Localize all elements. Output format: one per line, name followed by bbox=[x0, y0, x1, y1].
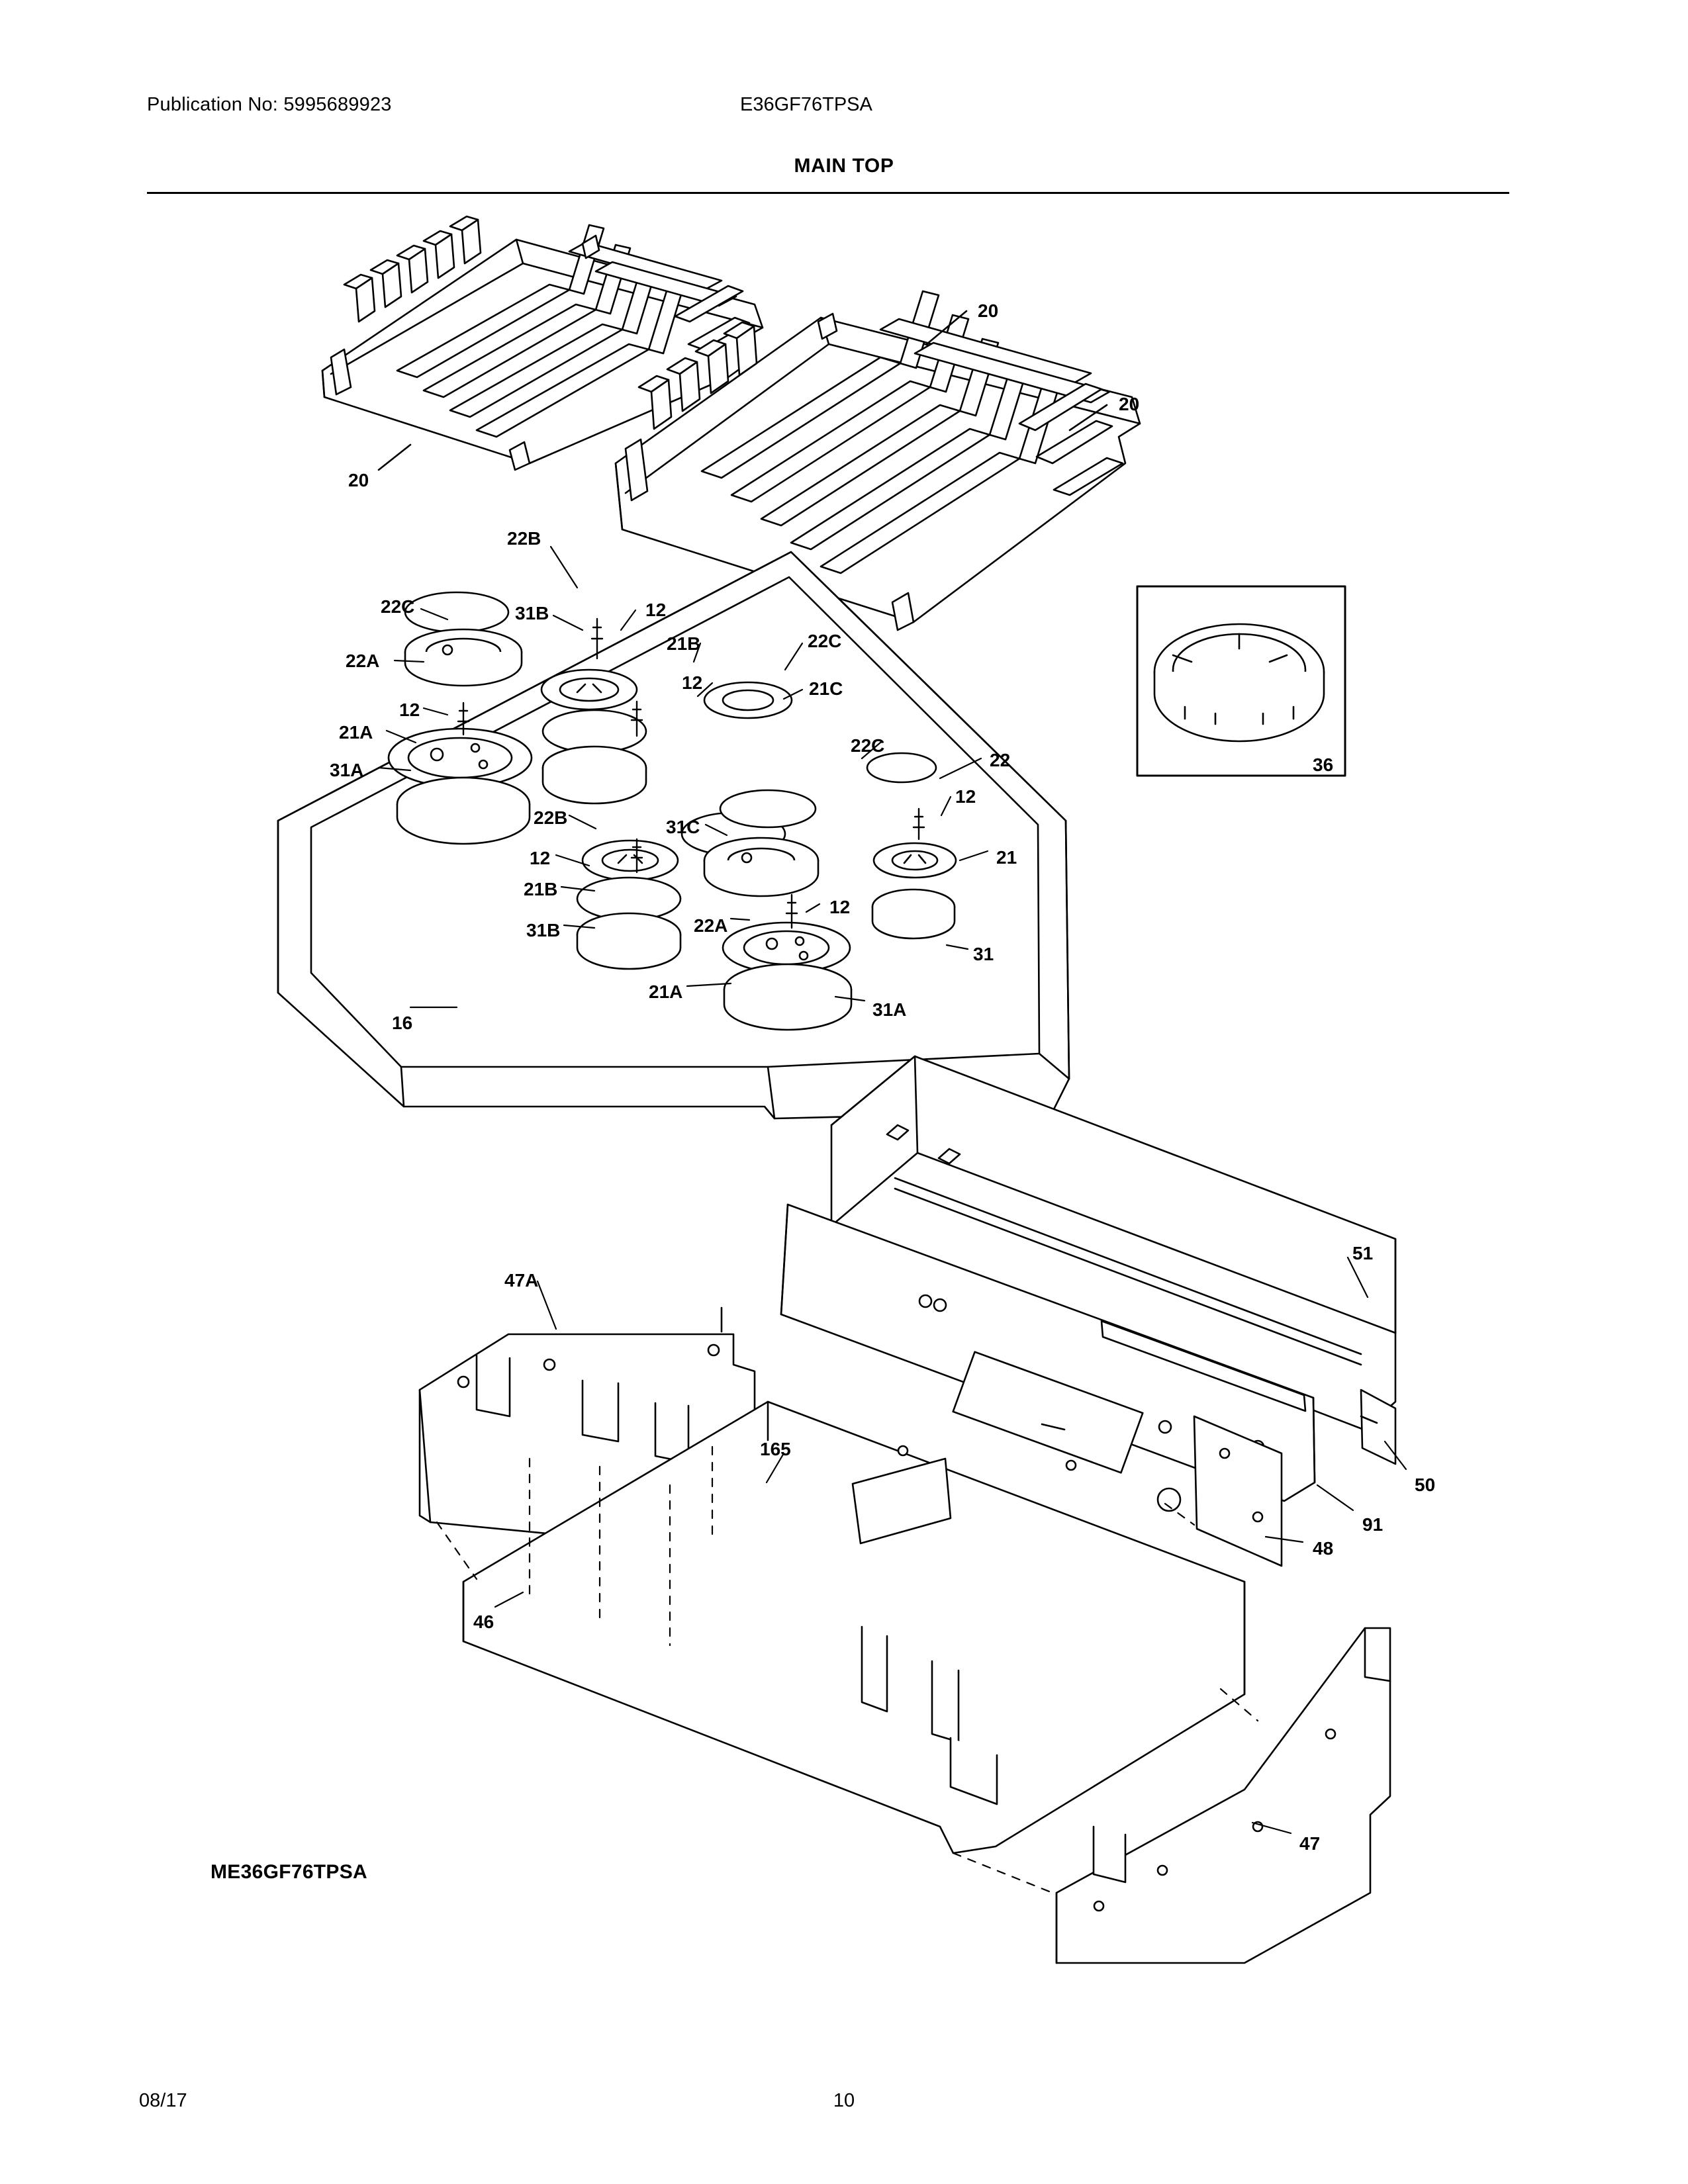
callout-21a-b: 21A bbox=[649, 981, 683, 1002]
footer-page-number: 10 bbox=[833, 2090, 855, 2111]
callout-21: 21 bbox=[996, 847, 1017, 868]
burner-stack-front-center bbox=[723, 923, 851, 1030]
callout-47a: 47A bbox=[504, 1270, 539, 1291]
callout-31a-b: 31A bbox=[872, 999, 907, 1020]
callout-12-e: 12 bbox=[530, 848, 551, 868]
callout-50: 50 bbox=[1415, 1475, 1436, 1495]
callout-46: 46 bbox=[473, 1612, 494, 1632]
callout-36: 36 bbox=[1313, 754, 1334, 775]
callout-12-f: 12 bbox=[829, 897, 851, 917]
model-tag: ME36GF76TPSA bbox=[211, 1861, 368, 1883]
callout-22b-b: 22B bbox=[534, 807, 568, 828]
callout-31b-a: 31B bbox=[515, 603, 549, 623]
callout-22c-a: 22C bbox=[381, 596, 415, 617]
callout-31c: 31C bbox=[666, 817, 700, 837]
inset-ring-box bbox=[1137, 586, 1345, 776]
burner-stack-left-upper bbox=[405, 592, 522, 686]
callout-22b-a: 22B bbox=[507, 528, 541, 549]
burner-stack-center-left bbox=[541, 670, 646, 803]
callout-20-a: 20 bbox=[978, 300, 999, 321]
callout-16: 16 bbox=[392, 1013, 413, 1033]
callout-91: 91 bbox=[1362, 1514, 1383, 1535]
publication-number: Publication No: 5995689923 bbox=[147, 94, 392, 115]
callout-22a-a: 22A bbox=[346, 651, 380, 671]
callout-21a-a: 21A bbox=[339, 722, 373, 743]
callout-31: 31 bbox=[973, 944, 994, 964]
callout-12-a: 12 bbox=[645, 600, 667, 620]
burner-stack-center-mid bbox=[577, 841, 680, 969]
callout-12-d: 12 bbox=[955, 786, 976, 807]
callout-22a-b: 22A bbox=[694, 915, 728, 936]
callout-22: 22 bbox=[990, 750, 1011, 770]
callout-165: 165 bbox=[760, 1439, 791, 1459]
page-title: MAIN TOP bbox=[794, 155, 894, 177]
callout-22c-c: 22C bbox=[851, 735, 885, 756]
callout-31b-b: 31B bbox=[526, 920, 561, 940]
callout-21b-a: 21B bbox=[667, 633, 701, 654]
callout-21b-b: 21B bbox=[524, 879, 558, 899]
callout-48: 48 bbox=[1313, 1538, 1334, 1559]
callout-12-b: 12 bbox=[682, 672, 703, 693]
callout-20-b: 20 bbox=[1119, 394, 1140, 414]
callout-47: 47 bbox=[1299, 1833, 1321, 1854]
leader-20c bbox=[379, 445, 410, 470]
footer-date: 08/17 bbox=[139, 2090, 187, 2111]
callout-22c-b: 22C bbox=[808, 631, 842, 651]
callout-12-c: 12 bbox=[399, 700, 420, 720]
model-number-header: E36GF76TPSA bbox=[740, 94, 872, 115]
callout-51: 51 bbox=[1352, 1243, 1374, 1263]
callout-21c: 21C bbox=[809, 678, 843, 699]
callout-31a-a: 31A bbox=[330, 760, 364, 780]
callout-20-c: 20 bbox=[348, 470, 369, 490]
